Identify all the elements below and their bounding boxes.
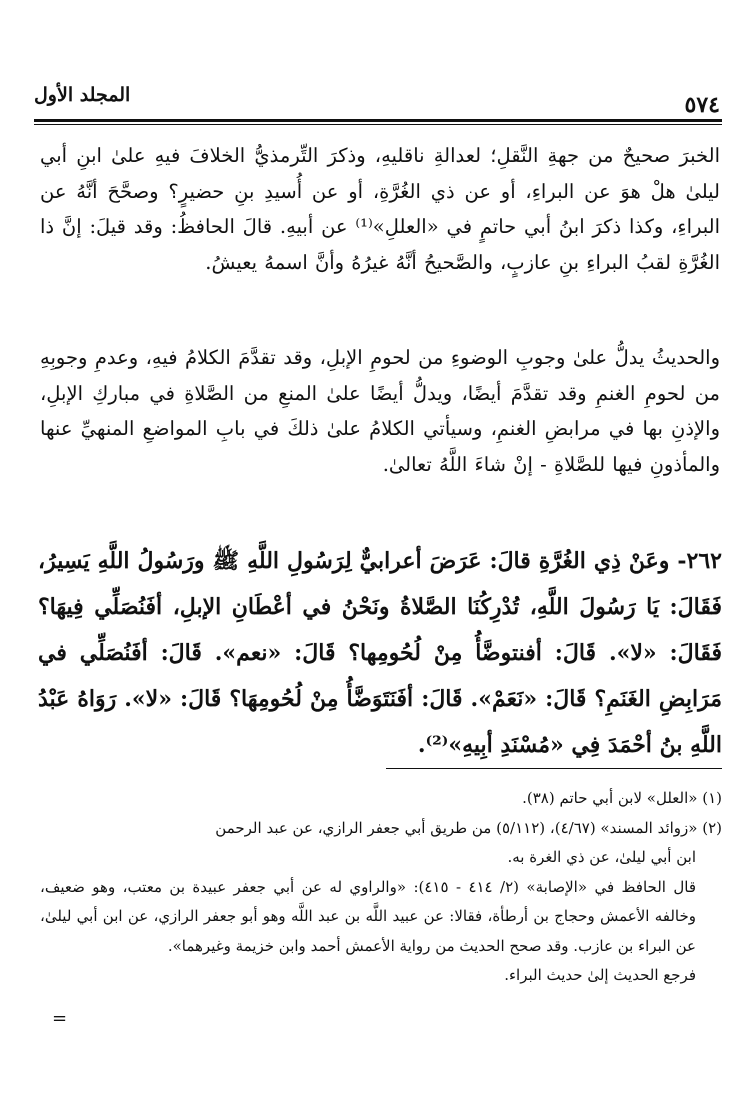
footnotes — [40, 784, 722, 991]
footnote-separator — [386, 768, 722, 769]
margin-mark: = — [52, 1008, 68, 1029]
page-number: ٥٧٤ — [684, 92, 720, 118]
hadith-body: وعَنْ ذِي الغُرَّةِ قالَ: عَرَضَ أعرابيٌّ لِرَسُولِ اللَّهِ ﷺ ورَسُولُ اللَّهِ يَسِيرُ، فَقَالَ: يَا رَسُولَ اللَّهِ، تُدْرِكُنَا الصَّلاةُ ونَحْنُ في أعْطَانِ الإبلِ، أفَنُصَلِّي فِيهَا؟ فَقَالَ: «لا». قَالَ: أفنتوضَّأُ مِنْ لُحُومِها؟ قَالَ: «نعم». قَالَ: أفَنُصَلِّي في مَرَابِضِ الغَنَمِ؟ قَالَ: «نَعَمْ». قَالَ: أفَنَتَوَضَّأُ مِنْ لُحُومِهَا؟ قَالَ: «لا». رَوَاهُ عَبْدُ اللَّهِ بنُ أحْمَدَ فِي «مُسْنَدِ أبِيهِ»⁽²⁾. — [38, 548, 722, 758]
footnote-1: (١) «العلل» لابن أبي حاتم (٣٨). — [522, 789, 722, 807]
running-title: المجلد الأول — [34, 84, 131, 106]
footnote-2-continued: ابن أبي ليلىٰ، عن ذي الغرة به. — [507, 848, 696, 866]
commentary-paragraph-2: والحديثُ يدلُّ علىٰ وجوبِ الوضوءِ من لحومِ الإبلِ، وقد تقدَّمَ الكلامُ فيهِ، وعدمِ وجوبِهِ من لحومِ الغنمِ وقد تقدَّمَ أيضًا، ويدلُّ أيضًا علىٰ المنعِ من الصَّلاةِ في مباركِ الإبلِ، والإذنِ بها في مرابضِ الغنمِ، وسيأتي الكلامُ علىٰ ذلكَ في بابِ المواضعِ المنهيِّ عنها والمأذونِ فيها للصَّلاةِ - إنْ شاءَ اللَّهُ تعالىٰ. — [40, 346, 720, 476]
footnote-2: (٢) «زوائد المسند» (٤/٦٧)، (٥/١١٢) من طريق أبي جعفر الرازي، عن عبد الرحمن — [215, 818, 722, 837]
footnote-2-quote: قال الحافظ في «الإصابة» (٢/ ٤١٤ - ٤١٥): «والراوي له عن أبي جعفر عبيدة بن معتب، وهو ضعيف، وخالفه الأعمش وحجاج بن أرطأة، فقالا: عن عبيد اللَّه بن عبد اللَّه وهو أبو جعفر الرازي، عن ابن أبي ليلىٰ، عن البراء بن عازب. وقد صحح الحديث من رواية الأعمش أحمد وابن خزيمة وغيرهما». — [40, 877, 696, 955]
header-rule-thick — [34, 119, 722, 122]
footnote-2-conclusion: فرجع الحديث إلىٰ حديث البراء. — [504, 966, 696, 984]
hadith-text — [38, 538, 722, 768]
header-rule-thin — [34, 124, 722, 125]
commentary-paragraph-1: الخبرَ صحيحٌ من جهةِ النَّقلِ؛ لعدالةِ ناقليهِ، وذكرَ التِّرمذيُّ الخلافَ فيهِ علىٰ ابنِ أبي ليلىٰ هلْ هوَ عن البراءِ، أو عن ذي الغُرَّةِ، أو عن أُسيدِ بنِ حضيرٍ؟ وصحَّحَ أنَّهُ عن البراءِ، وكذا ذكرَ ابنُ أبي حاتمٍ في «العللِ»⁽¹⁾ عن أبيهِ. قالَ الحافظُ: وقد قيلَ: إنَّ ذا الغُرَّةِ لقبُ البراءِ بنِ عازبٍ، والصَّحيحُ أنَّهُ غيرُهُ وأنَّ اسمهُ يعيشُ. — [40, 144, 720, 274]
hadith-number: ٢٦٢- — [677, 548, 722, 574]
